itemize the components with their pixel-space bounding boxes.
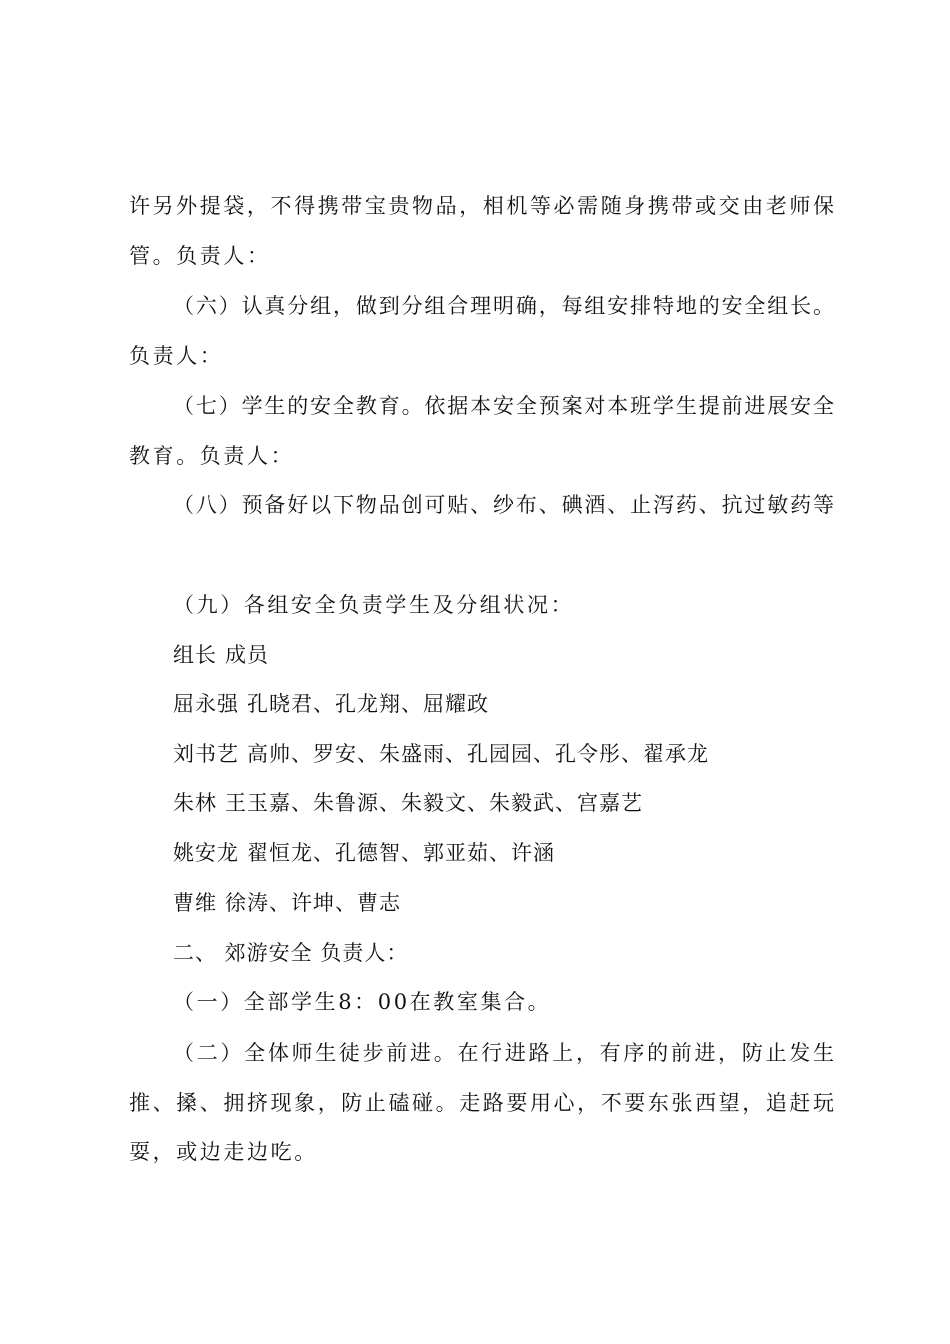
group-leader: 姚安龙 [173,841,239,865]
section-2-item-2-line-3: 耍，或边走边吃。 [129,1140,318,1164]
section-2-heading: 二、 郊游安全 负责人： [173,941,409,965]
group-members: 高帅、罗安、朱盛雨、孔园园、孔令彤、翟承龙 [247,742,709,766]
item-9-heading: （九）各组安全负责学生及分组状况： [173,593,575,617]
item-6-line-1: （六）认真分组，做到分组合理明确，每组安排特地的安全组长。 [173,294,834,318]
group-members: 王玉嘉、朱鲁源、朱毅文、朱毅武、宫嘉艺 [225,791,643,815]
group-members: 翟恒龙、孔德智、郭亚茹、许涵 [247,841,555,865]
group-row [173,690,878,718]
group-row [173,740,878,768]
item-7-line-2: 教育。负责人： [129,444,295,468]
group-table-header [173,641,878,669]
item-7-line-1: （七）学生的安全教育。依据本安全预案对本班学生提前进展安全 [173,394,834,418]
group-row [173,789,878,817]
item-6-line-2: 负责人： [129,344,224,368]
group-members: 孔晓君、孔龙翔、屈耀政 [247,692,489,716]
header-leader: 组长 [173,643,217,667]
group-row [173,839,878,867]
header-members: 成员 [225,643,269,667]
item-8-line-1: （八）预备好以下物品创可贴、纱布、碘酒、止泻药、抗过敏药等 [173,493,834,517]
group-members: 徐涛、许坤、曹志 [225,891,401,915]
group-row [173,889,878,917]
paragraph-line-2: 管。负责人： [129,244,271,268]
group-leader: 屈永强 [173,692,239,716]
section-2-item-2-line-2: 推、搡、拥挤现象，防止磕碰。走路要用心，不要东张西望，追赶玩 [129,1091,834,1115]
section-2-item-2-line-1: （二）全体师生徒步前进。在行进路上，有序的前进，防止发生 [173,1041,834,1065]
group-leader: 曹维 [173,891,217,915]
group-leader: 刘书艺 [173,742,239,766]
paragraph-line-1: 许另外提袋，不得携带宝贵物品，相机等必需随身携带或交由老师保 [129,194,834,218]
group-leader: 朱林 [173,791,217,815]
section-2-item-1: （一）全部学生8：00在教室集合。 [173,990,552,1014]
